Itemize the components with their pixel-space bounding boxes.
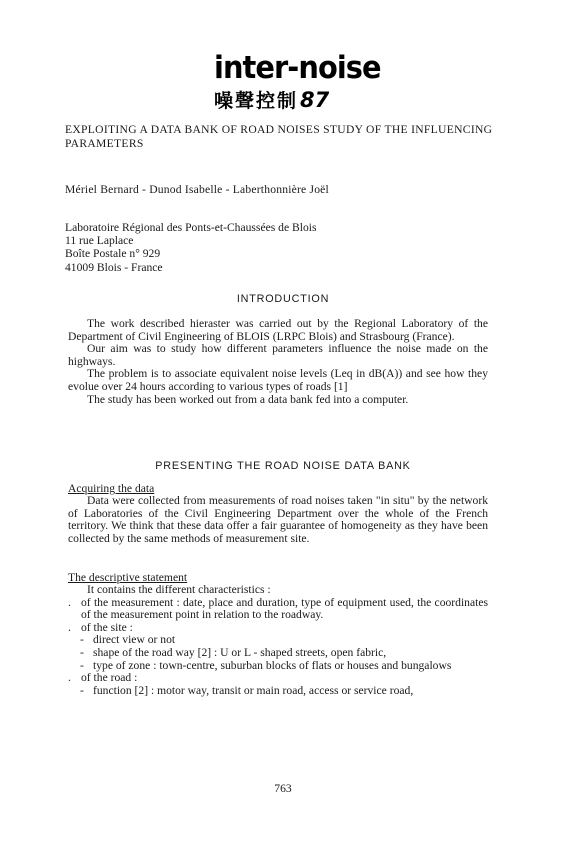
list-item-text: function [2] : motor way, transit or main road, access or service road, — [93, 683, 414, 697]
paragraph: Our aim was to study how different parameters influence the noise made on the highways. — [68, 342, 488, 368]
affiliation-line: 11 rue Laplace — [65, 234, 134, 248]
list-item-text: of the measurement : date, place and duration, type of equipment used, the coordinates of the measurement point in relation to the roadway. — [81, 595, 488, 622]
conference-logo-title: inter-noise — [214, 50, 381, 86]
list-marker: - — [80, 645, 84, 659]
list-item-text: of the site : — [81, 620, 133, 634]
affiliation-line: Boîte Postale n° 929 — [65, 247, 161, 261]
section-heading-introduction: INTRODUCTION — [236, 293, 330, 305]
list-marker: . — [68, 595, 71, 609]
list-intro: It contains the different characteristics : — [87, 583, 271, 596]
list-marker: - — [80, 658, 84, 672]
list-item-text: of the road : — [81, 671, 138, 685]
paper-authors: Mériel Bernard - Dunod Isabelle - Laberthonnière Joël — [65, 183, 329, 196]
logo-year: 87 — [300, 88, 330, 112]
characteristics-items — [68, 597, 488, 698]
list-marker: . — [68, 671, 71, 685]
section-heading-presenting: PRESENTING THE ROAD NOISE DATA BANK — [155, 460, 411, 472]
paragraph: The problem is to associate equivalent noise levels (Leq in dB(A)) and see how they evolue over 24 hours according to various types of roads [1] — [68, 367, 488, 393]
list-marker: - — [80, 633, 84, 647]
page-number: 763 — [274, 782, 292, 795]
paper-title: EXPLOITING A DATA BANK OF ROAD NOISES STUDY OF THE INFLUENCING PARAMETERS — [65, 123, 493, 150]
conference-logo-subtitle — [214, 86, 329, 113]
paragraph: The study has been worked out from a data bank fed into a computer. — [87, 392, 409, 406]
affiliation-block — [65, 221, 316, 274]
logo-chinese-text: 噪聲控制 — [214, 90, 299, 112]
list-item-text: direct view or not — [93, 633, 176, 647]
list-marker: . — [68, 620, 71, 634]
list-marker: - — [80, 683, 84, 697]
introduction-body — [68, 318, 488, 406]
list-item — [68, 597, 488, 622]
subheading-descriptive: The descriptive statement — [68, 571, 188, 584]
subheading-acquiring: Acquiring the data — [68, 482, 155, 495]
acquiring-body — [68, 495, 488, 545]
affiliation-line: Laboratoire Régional des Ponts-et-Chaussées de Blois — [65, 221, 317, 234]
descriptive-list — [68, 584, 488, 697]
paragraph: The work described hieraster was carried out by the Regional Laboratory of the Department of Civil Engineering of BLOIS (LRPC Blois) and Strasbourg (France). — [68, 317, 488, 343]
affiliation-line: 41009 Blois - France — [65, 260, 163, 274]
list-item-text: shape of the road way [2] : U or L - shaped streets, open fabric, — [93, 645, 387, 659]
list-item — [68, 685, 488, 698]
list-item-text: type of zone : town-centre, suburban blocks of flats or houses and bungalows — [93, 658, 452, 672]
paragraph: Data were collected from measurements of road noises taken "in situ" by the network of Laboratories of the Civil Engineering Department over the whole of the French territory. We think that these data offer a fair guarantee of homogeneity as they have been collected by the same methods of measurement site. — [68, 494, 488, 545]
